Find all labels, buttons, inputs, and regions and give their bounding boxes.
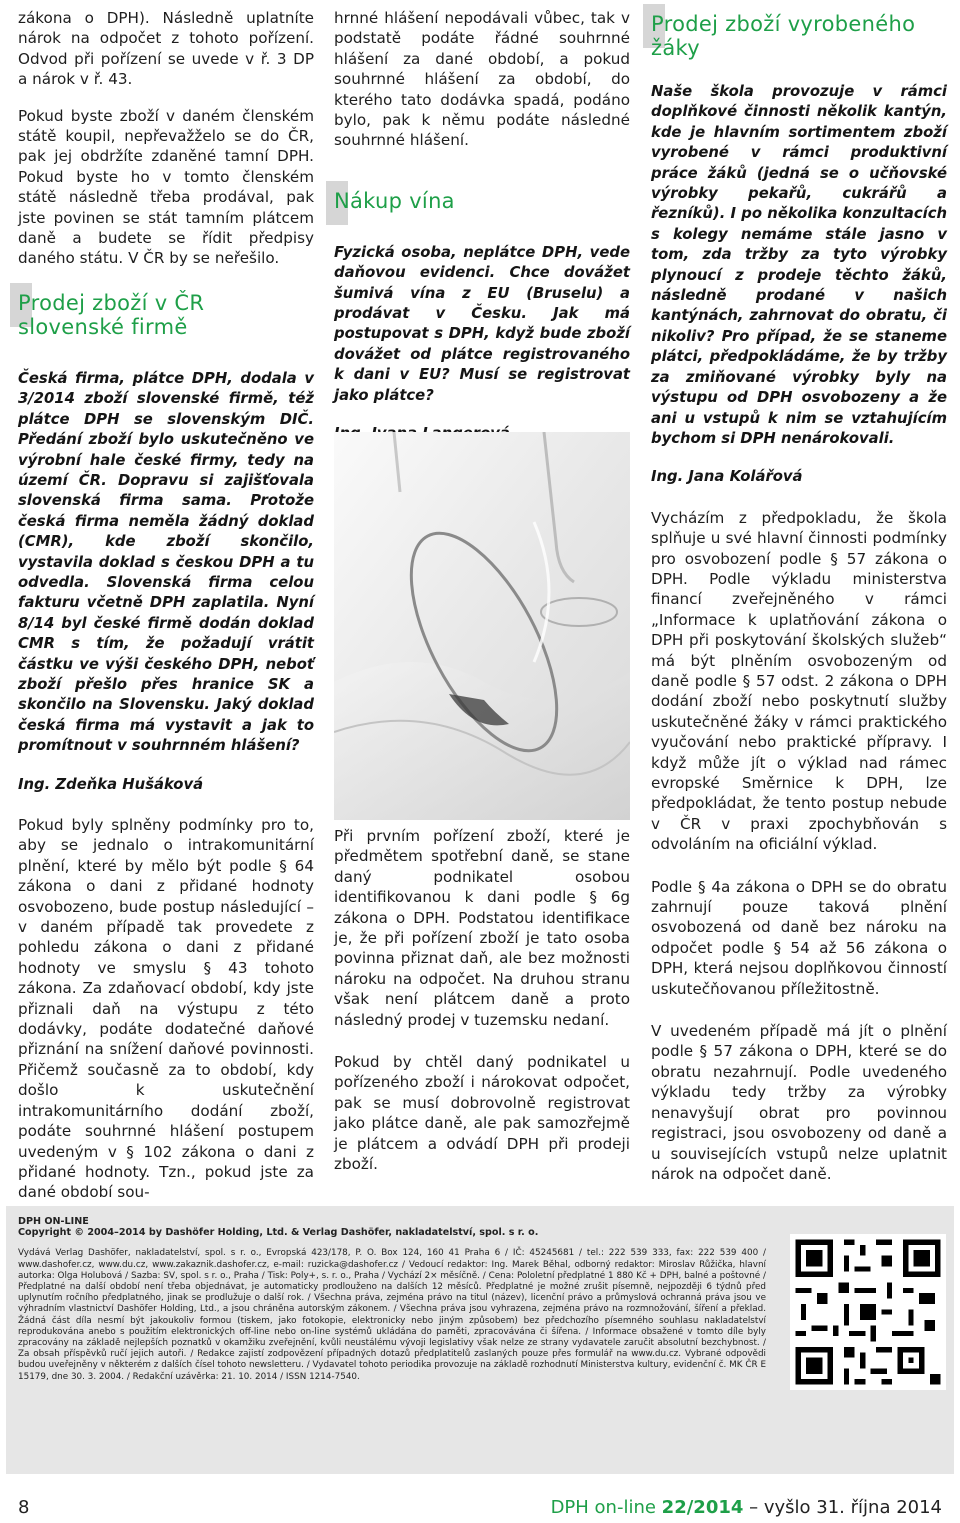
- answer-text: Při prvním pořízení zboží, které je předmětem spotřební daně, se stane daný podnikatel osobou identifikovanou k dani podle § 6g zákona o DPH. Podstatou identifikace je, že při pořízení zboží je tato osoba povinna přiznat daň, ale bez možnosti nároku na odpočet. Na druhou stranu však není plátcem daně a proto následný prodej v tuzemsku nedaní.: [334, 827, 630, 1029]
- question-text: Naše škola provozuje v rámci doplňkové činnosti několik kantýn, kde je hlavním sortimentem zboží vyrobené v rámci produktivní práce žáků (jedná se o učňovské výrobky pekařů, cukrářů a řezníků). I po několika konzultacích s kolegy nemáme stále jasno v tom, zda tržby za tyto výrobky plynoucí z prodeje těchto žáků, následně prodané v našich kantýnách, zahrnovat do obratu, či nikoliv? Pro případ, že se staneme plátci, předpokládáme, že by tržby za zmiňované výrobky byly na výstupu od DPH osvobozeny a že ani u vstupů k nim se vztahujícím bychom si DPH nenárokovali.: [651, 83, 947, 447]
- paragraph: Pokud byste zboží v daném členském státě koupil, nepřevažželo se do ČR, pak jej obdržíte zdaněné tamní DPH. Pokud byste ho v tomto členském státě následně třeba prodával, pak jste povinen se stát tamním plátcem daně a budete se řídit předpisy daného státu. V ČR by se neřešilo.: [18, 106, 314, 268]
- wine-glass-photo: [334, 432, 630, 820]
- paragraph-intro: zákona o DPH). Následně uplatníte nárok na odpočet z tohoto pořízení. Odvod při pořízení se uvede v ř. 3 DP a nárok v ř. 43.: [18, 9, 314, 89]
- paragraph-intro: hrnné hlášení nepodávali vůbec, tak v podstatě podáte řádné souhrnné hlášení za dané období, a pokud souhrnné hlášení za období, do kterého tato dodávka spadá, podáno bylo, pak k němu podáte následné souhrnné hlášení.: [334, 9, 630, 150]
- imprint-content: [18, 1216, 766, 1383]
- question-text: Česká firma, plátce DPH, dodala v 3/2014 zboží slovenské firmě, též plátce DPH se slovenským DIČ. Předání zboží bylo uskutečněno ve výrobní hale české firmy, tedy na území ČR. Dopravu si zajišťovala slovenská firma sama. Protože česká firma neměla žádný doklad (CMR), kde zboží skončilo, vystavila doklad s českou DPH a tu odvedla. Slovenská firma celou fakturu včetně DPH zaplatila. Nyní 8/14 byl české firmě dodán doklad CMR s tím, že požadují vrátit částku ve výši českého DPH, neboť zboží přešlo přes hranice SK a skončilo na Slovensku. Jaký doklad česká firma má vystavit a jak to promítnout v souhrnném hlášení?: [18, 369, 314, 755]
- heading-text: Prodej zboží vyrobeného žáky: [651, 12, 916, 60]
- column-3: [651, 8, 947, 1200]
- section-heading: [651, 12, 947, 60]
- heading-text: Prodej zboží v ČR slovenské firmě: [18, 290, 205, 339]
- imprint-copyright: Copyright © 2004–2014 by Dashöfer Holding, Ltd. & Verlag Dashöfer, nakladatelství, spol. s r. o.: [18, 1227, 539, 1239]
- issue-number: 22/2014: [661, 1497, 744, 1518]
- heading-text: Nákup vína: [334, 188, 455, 213]
- wine-glass-illustration: [334, 432, 630, 820]
- qr-code-graphic: [790, 1234, 946, 1390]
- release-date: – vyšlo 31. října 2014: [749, 1497, 942, 1518]
- magazine-name: DPH on-line: [550, 1497, 656, 1518]
- imprint-brand: DPH ON-LINE: [18, 1216, 89, 1227]
- imprint-box: [6, 1206, 954, 1474]
- column-1: [18, 8, 314, 1219]
- page-number: 8: [18, 1497, 30, 1518]
- section-heading: [334, 189, 630, 213]
- author-name: Ing. Zdeňka Hušáková: [18, 775, 204, 793]
- column-2: [334, 8, 630, 465]
- author-name: Ing. Jana Kolářová: [651, 468, 803, 486]
- publication-info: [551, 1497, 942, 1518]
- answer-text: Pokud byly splněny podmínky pro to, aby se jednalo o intrakomunitární plnění, které by mělo být podle § 64 zákona o dani z přidané hodnoty osvobozeno, bude postup následující – v daném případě tak provedete z pohledu zákona o dani z přidané hodnoty ve smyslu § 43 tohoto zákona. Za zdaňovací období, kdy jste přiznali daň na výstupu z této dodávky, podáte dodatečné daňové přiznání na snížení daňové povinnosti. Přičemž současně za to období, kdy došlo k uskutečnění intrakomunitárního dodání zboží, podáte souhrnné hlášení postupem uvedeným v § 102 zákona o dani z přidané hodnoty. Tzn., pokud jste za dané období sou-: [18, 816, 314, 1202]
- answer-text: Pokud by chtěl daný podnikatel u pořízeného zboží i nárokovat odpočet, pak se musí dobrovolně registrovat jako plátce daně, ale pak samozřejmě je plátcem a odvádí DPH při prodeji zboží.: [334, 1053, 630, 1174]
- answer-text: Podle § 4a zákona o DPH se do obratu zahrnují pouze taková plnění osvobozená od daně bez nároku na odpočet podle § 54 až 56 zákona o DPH, která nejsou doplňkovou činností uskutečňovanou příležitostně.: [651, 877, 947, 998]
- imprint-text: Vydává Verlag Dashöfer, nakladatelství, spol. s r. o., Evropská 423/178, P. O. Box 124, 160 41 Praha 6 / IČ: 45245681 / tel.: 222 539 333, fax: 222 539 400 / www.dashofer.cz, www.du.cz, www.zakaznik.dashofer.cz, e-mail: ruzicka@dashofer.cz / Vedoucí redaktor: Ing. Marek Běhal, odborný redaktor: Miroslav Růžička, hlavní autorka: Olga Holubová / Sazba: SV, spol. s r. o., Praha / Tisk: Poly+, s. r. o., Praha / Vychází 2× měsíčně. / Cena: Pololetní předplatné 1 880 Kč + DPH, balné a poštovné / Předplatné na další období není třeba objednávat, je automaticky prodlouženo na dalších 12 měsíců. Předplatné je možné zrušit písemně, nejpozději 6 týdnů před uplynutím ročního předplatného, jinak se prodlužuje o další rok. / Všechna práva, zejména právo na titul (název), licenční právo a průmyslová ochranná práva jsou ve výhradním vlastnictví Dashöfer Holding, Ltd., a jsou chráněna autorským zákonem. / Všechna práva jsou vyhrazena, zejména právo na rozmnožování, šíření a překlad. Žádná část díla nesmí být jakoukoliv formou (tiskem, jako fotokopie, elektronicky nebo jiným způsobem) bez předchozího písemného souhlasu nakladatelství reprodukována anebo s použitím elektronických off-line nebo on-line systémů ukládána do paměti, zpracovávána či šířena. / Informace obsažené v tomto díle byly zpracovány na základě nejlepších poznatků v okamžiku zveřejnění, kvůli neustálému vývoji legislativy však nelze ze strany vydavatele zaručit absolutní bezchybnost. / Za obsah příspěvků ručí jejich autoři. / Redakce zajistí zodpovězení případných dotazů předplatitelů zaslaných pouze přes formulář na www.du.cz. Vybrané odpovědi budou uveřejněny v některém z dalších čísel tohoto newsletteru. / Vydavatel tohoto periodika provozuje na základě rozhodnutí Ministerstva kultury, evidenční č. MK ČR E 15179, dne 30. 3. 2004. / Redakční uzávěrka: 21. 10. 2014 / ISSN 1214-7540.: [18, 1248, 766, 1382]
- question-text: Fyzická osoba, neplátce DPH, vede daňovou evidenci. Chce dovážet šumivá vína z EU (Bruselu) a prodávat v Česku. Jak má postupovat s DPH, když bude zboží dovážet od plátce registrovaného k dani v EU? Musí se registrovat jako plátce?: [334, 243, 630, 404]
- qr-code[interactable]: [790, 1234, 946, 1390]
- section-heading: [18, 291, 314, 339]
- answer-text: Vycházím z předpokladu, že škola splňuje u své hlavní činnosti podmínky pro osvobození podle § 57 zákona o DPH. Podle výkladu ministerstva financí zveřejněného v rámci „Informace k uplatňování zákona o DPH při poskytování školských služeb“ má být plněním osvobozeným od daně podle § 57 odst. 2 zákona o DPH dodání zboží nebo poskytnutí služby uskutečněné žáky v rámci praktického vyučování nebo praktické přípravy. I když může jít o výklad nad rámec evropské Směrnice k DPH, lze předpokládat, že tento postup nebude v ČR v praxi zpochybňován s odvoláním na oficiální výklad.: [651, 508, 947, 854]
- answer-text: V uvedeném případě má jít o plnění podle § 57 zákona o DPH, které se do obratu nezahrnují. Podle uvedeného výkladu tedy tržby za výrobky nenavyšují obrat pro povinnou registraci, jsou osvobozeny od daně a u souvisejících vstupů nelze uplatnit nárok na odpočet daně.: [651, 1022, 947, 1183]
- column-2-lower: [334, 826, 630, 1191]
